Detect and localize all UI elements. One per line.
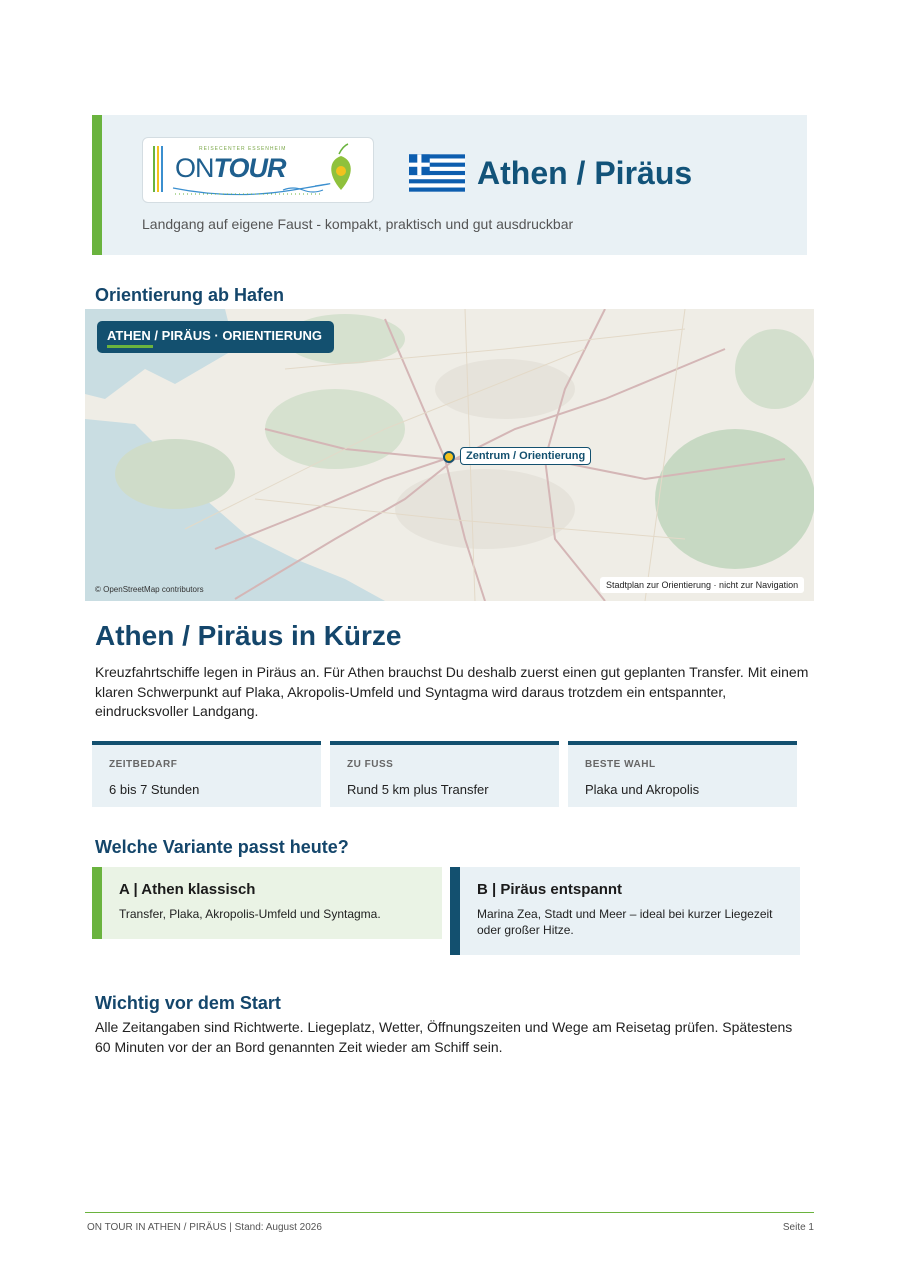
logo-tour: TOUR — [213, 153, 286, 183]
summary-intro: Kreuzfahrtschiffe legen in Piräus an. Für Athen brauchst Du deshalb zuerst einen gut geplanten Transfer. Mit einem klaren Schwerpunkt auf Plaka, Akropolis-Umfeld und Syntagma wird daraus trotzdem ein entspannter, eindrucksvoller Landgang. — [95, 664, 809, 719]
fact-label: ZEITBEDARF — [109, 759, 178, 770]
footer-divider — [85, 1212, 814, 1213]
page-number: Seite 1 — [782, 1222, 814, 1233]
logo-on: ON — [175, 153, 214, 183]
map-title-text: ATHEN / PIRÄUS · ORIENTIERUNG — [107, 328, 322, 343]
fact-label: BESTE WAHL — [585, 759, 656, 770]
map-attribution: © OpenStreetMap contributors — [95, 585, 204, 594]
page-title: Athen / Piräus — [477, 155, 693, 191]
fact-value: Plaka und Akropolis — [585, 782, 700, 797]
orientation-map — [85, 309, 814, 601]
map-note: Stadtplan zur Orientierung · nicht zur Navigation — [600, 577, 804, 593]
variant-card-a — [92, 867, 442, 939]
fact-card-walking — [330, 741, 559, 807]
summary-title: Athen / Piräus in Kürze — [95, 620, 402, 651]
important-heading: Wichtig vor dem Start — [95, 993, 281, 1013]
fact-value: Rund 5 km plus Transfer — [347, 782, 489, 797]
variant-card-b — [450, 867, 800, 955]
map-pin-icon — [443, 451, 455, 463]
logo-tagline: REISECENTER ESSENHEIM — [199, 146, 287, 152]
variant-b-text: Marina Zea, Stadt und Meer – ideal bei kurzer Liegezeit oder großer Hitze. — [477, 907, 773, 937]
map-label-accent — [107, 345, 153, 348]
variant-a-text: Transfer, Plaka, Akropolis-Umfeld und Syntagma. — [119, 907, 381, 921]
map-title-label — [97, 321, 334, 353]
fact-label: ZU FUSS — [347, 759, 394, 770]
fact-card-best-choice — [568, 741, 797, 807]
footer-info: ON TOUR IN ATHEN / PIRÄUS | Stand: August 2026 — [87, 1222, 322, 1233]
variants-heading: Welche Variante passt heute? — [95, 837, 349, 857]
map-pin-label: Zentrum / Orientierung — [460, 447, 591, 465]
important-text: Alle Zeitangaben sind Richtwerte. Liegeplatz, Wetter, Öffnungszeiten und Wege am Reisetag prüfen. Spätestens 60 Minuten vor der an Bord genannten Zeit wieder am Schiff sein. — [95, 1019, 793, 1055]
variant-a-title: A | Athen klassisch — [119, 881, 256, 898]
ontour-logo — [142, 137, 374, 203]
greece-flag-icon — [409, 154, 465, 192]
header-banner — [92, 115, 807, 255]
variant-b-title: B | Piräus entspannt — [477, 881, 623, 898]
page-subtitle: Landgang auf eigene Faust - kompakt, praktisch und gut ausdruckbar — [142, 216, 574, 232]
fact-value: 6 bis 7 Stunden — [109, 782, 200, 797]
map-heading: Orientierung ab Hafen — [95, 285, 285, 305]
logo-wordmark — [175, 153, 286, 184]
fact-card-time — [92, 741, 321, 807]
